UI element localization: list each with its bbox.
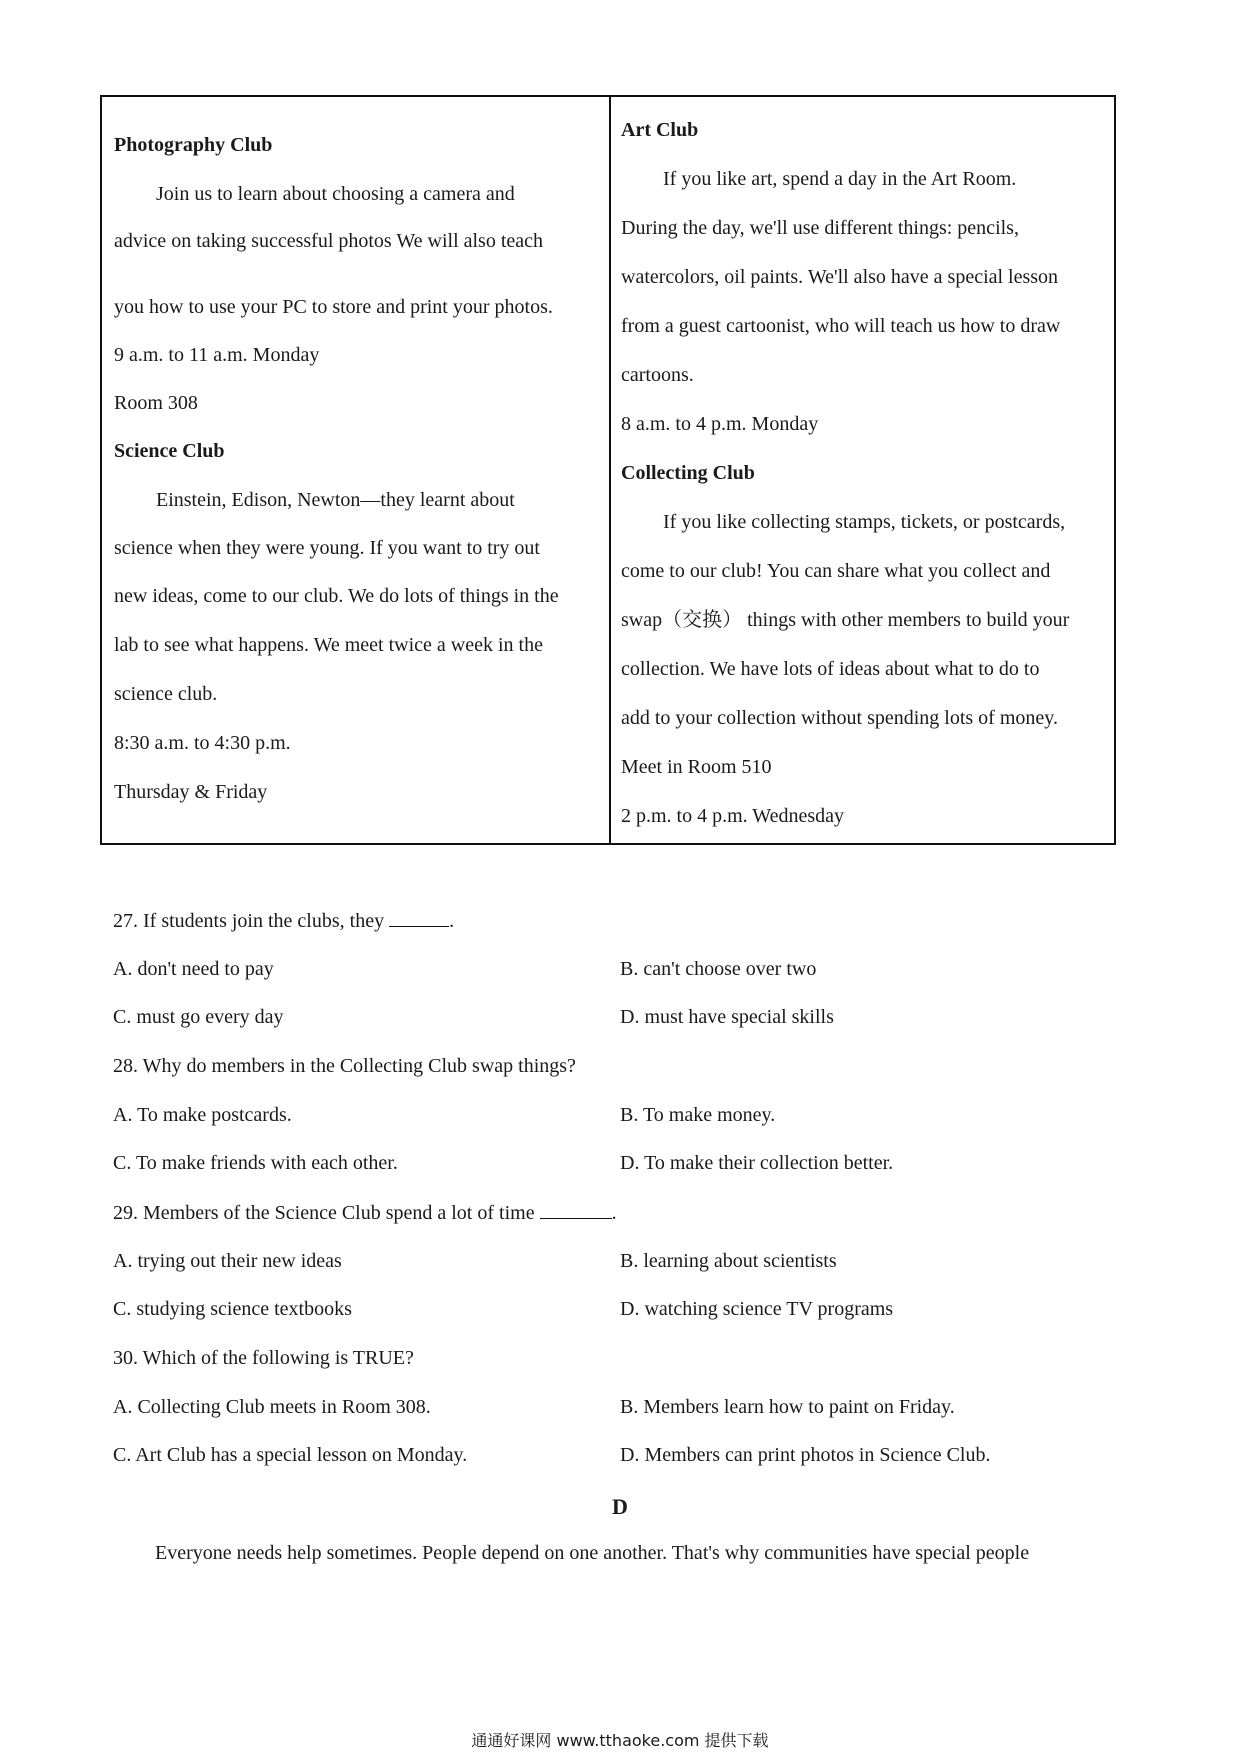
photography-line-3: you how to use your PC to store and print your photos.: [114, 296, 553, 318]
question-28-option-c: C. To make friends with each other.: [113, 1152, 398, 1174]
question-29-end: .: [611, 1202, 617, 1224]
science-line-2: science when they were young. If you want to try out: [114, 537, 540, 559]
question-28-option-d: D. To make their collection better.: [620, 1152, 894, 1174]
question-27-text: 27. If students join the clubs, they: [113, 910, 385, 932]
science-line-1: Einstein, Edison, Newton—they learnt about: [156, 489, 515, 511]
science-line-4: lab to see what happens. We meet twice a week in the: [114, 634, 543, 656]
science-time: 8:30 a.m. to 4:30 p.m.: [114, 732, 291, 754]
collecting-line-5: add to your collection without spending lots of money.: [621, 707, 1058, 729]
question-29-option-d: D. watching science TV programs: [620, 1298, 894, 1320]
art-line-2: During the day, we'll use different things: pencils,: [621, 217, 1019, 239]
question-30-stem: 30. Which of the following is TRUE?: [113, 1347, 414, 1369]
photography-room: Room 308: [114, 392, 198, 414]
science-club-title: Science Club: [114, 440, 225, 462]
question-27-stem: [113, 908, 454, 933]
question-27-end: .: [449, 910, 455, 932]
photography-time: 9 a.m. to 11 a.m. Monday: [114, 344, 320, 366]
art-club-title: Art Club: [621, 119, 699, 141]
question-27-option-a: A. don't need to pay: [113, 958, 274, 980]
table-column-divider: [609, 97, 611, 843]
art-line-4: from a guest cartoonist, who will teach us how to draw: [621, 315, 1061, 337]
collecting-line-1: If you like collecting stamps, tickets, or postcards,: [663, 511, 1066, 533]
section-d-first-line: Everyone needs help sometimes. People depend on one another. That's why communities have special people: [155, 1542, 1030, 1564]
question-29-text: 29. Members of the Science Club spend a lot of time: [113, 1202, 535, 1224]
question-28-stem: 28. Why do members in the Collecting Club swap things?: [113, 1055, 576, 1077]
photography-club-title: Photography Club: [114, 134, 273, 156]
collecting-line-2: come to our club! You can share what you collect and: [621, 560, 1051, 582]
collecting-time: 2 p.m. to 4 p.m. Wednesday: [621, 805, 844, 827]
science-line-5: science club.: [114, 683, 218, 705]
question-30-option-a: A. Collecting Club meets in Room 308.: [113, 1396, 431, 1418]
answer-blank: [540, 1200, 612, 1219]
clubs-table: [100, 95, 1116, 845]
art-line-3: watercolors, oil paints. We'll also have a special lesson: [621, 266, 1059, 288]
question-29-option-b: B. learning about scientists: [620, 1250, 837, 1272]
collecting-club-title: Collecting Club: [621, 462, 755, 484]
science-days: Thursday & Friday: [114, 781, 268, 803]
section-d-heading: D: [612, 1494, 628, 1519]
question-30-option-d: D. Members can print photos in Science Club.: [620, 1444, 991, 1466]
answer-blank: [389, 908, 449, 927]
question-29-option-c: C. studying science textbooks: [113, 1298, 352, 1320]
collecting-line-4: collection. We have lots of ideas about what to do to: [621, 658, 1040, 680]
question-30-option-b: B. Members learn how to paint on Friday.: [620, 1396, 955, 1418]
question-27-option-c: C. must go every day: [113, 1006, 284, 1028]
photography-line-2: advice on taking successful photos We will also teach: [114, 230, 544, 252]
collecting-room: Meet in Room 510: [621, 756, 772, 778]
science-line-3: new ideas, come to our club. We do lots of things in the: [114, 585, 559, 607]
photography-line-1: Join us to learn about choosing a camera and: [156, 183, 515, 205]
question-27-option-b: B. can't choose over two: [620, 958, 817, 980]
question-27-option-d: D. must have special skills: [620, 1006, 834, 1028]
question-29-option-a: A. trying out their new ideas: [113, 1250, 342, 1272]
question-28-option-a: A. To make postcards.: [113, 1104, 292, 1126]
collecting-line-3: swap（交换） things with other members to build your: [621, 609, 1070, 631]
art-time: 8 a.m. to 4 p.m. Monday: [621, 413, 819, 435]
page-footer: 通通好课网 www.tthaoke.com 提供下载: [471, 1731, 769, 1750]
art-line-1: If you like art, spend a day in the Art Room.: [663, 168, 1017, 190]
question-30-option-c: C. Art Club has a special lesson on Monday.: [113, 1444, 468, 1466]
question-28-option-b: B. To make money.: [620, 1104, 776, 1126]
question-29-stem: [113, 1200, 617, 1225]
art-line-5: cartoons.: [621, 364, 694, 386]
